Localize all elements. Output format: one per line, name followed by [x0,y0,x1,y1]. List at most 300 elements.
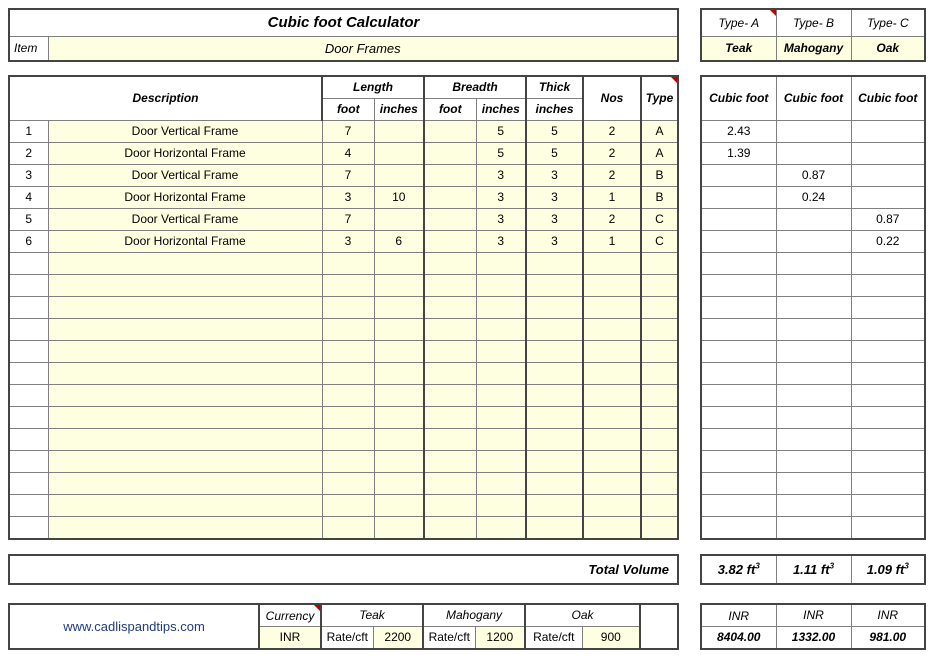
thick-cell[interactable] [526,495,583,517]
nos-cell[interactable]: 2 [583,165,641,187]
length-inches-cell[interactable] [374,275,424,297]
cubic-foot-b-cell [776,143,851,165]
length-foot-cell[interactable]: 7 [322,209,374,231]
thick-cell[interactable] [526,363,583,385]
mahogany-rate-header: Mahogany [423,604,525,627]
table-row [9,473,678,495]
length-foot-cell[interactable] [322,363,374,385]
cubic-foot-c-cell [851,385,925,407]
table-row [9,451,678,473]
type-cell[interactable] [641,495,678,517]
type-cell[interactable] [641,517,678,540]
nos-cell[interactable] [583,429,641,451]
cubic-foot-c-cell [851,495,925,517]
description-cell[interactable] [48,253,322,275]
thick-cell[interactable]: 3 [526,231,583,253]
breadth-inches-cell[interactable]: 3 [476,231,526,253]
description-cell[interactable] [48,429,322,451]
mahogany-rate-input[interactable]: 1200 [475,627,525,650]
breadth-inches-cell[interactable] [476,473,526,495]
breadth-inches-cell[interactable]: 3 [476,209,526,231]
type-cell[interactable]: A [641,121,678,143]
item-value-input[interactable]: Door Frames [48,37,678,62]
cubic-foot-c-cell [851,253,925,275]
table-row [9,385,678,407]
length-inches-cell[interactable] [374,297,424,319]
length-inches-cell[interactable] [374,319,424,341]
breadth-foot-cell[interactable] [424,165,476,187]
row-number [9,363,48,385]
row-number [9,451,48,473]
description-cell[interactable]: Door Horizontal Frame [48,231,322,253]
cubic-foot-b-cell [776,495,851,517]
nos-cell[interactable] [583,473,641,495]
cubic-foot-c-cell [851,319,925,341]
breadth-foot-cell[interactable] [424,429,476,451]
thick-cell[interactable] [526,517,583,540]
mahogany-rate-label: Rate/cft [423,627,475,650]
length-foot-cell[interactable] [322,473,374,495]
cubic-foot-row [701,275,925,297]
cubic-foot-a-cell [701,363,776,385]
cubic-foot-body [701,121,925,540]
type-header: Type [641,76,678,121]
length-foot-cell[interactable] [322,407,374,429]
description-cell[interactable] [48,297,322,319]
breadth-foot-cell[interactable] [424,385,476,407]
main-table-body [9,121,678,540]
length-inches-cell[interactable]: 10 [374,187,424,209]
table-row [9,253,678,275]
table-row [9,143,678,165]
cubic-foot-b-cell [776,473,851,495]
types-block [700,8,926,62]
cubic-foot-row [701,517,925,540]
length-foot-cell[interactable] [322,385,374,407]
breadth-foot-cell[interactable] [424,121,476,143]
length-inches-cell[interactable] [374,143,424,165]
row-number: 3 [9,165,48,187]
description-cell[interactable] [48,319,322,341]
breadth-inches-cell[interactable]: 3 [476,165,526,187]
length-inches-cell[interactable] [374,495,424,517]
type-b-wood-input[interactable]: Mahogany [776,37,851,62]
length-foot-cell[interactable]: 3 [322,187,374,209]
breadth-foot-cell[interactable] [424,495,476,517]
cost-a-amount: 8404.00 [701,627,776,650]
cubic-foot-c-cell [851,143,925,165]
length-foot-cell[interactable]: 7 [322,165,374,187]
breadth-inches-cell[interactable] [476,297,526,319]
cubic-foot-row [701,407,925,429]
row-number [9,275,48,297]
nos-cell[interactable] [583,253,641,275]
cubic-foot-b-cell: 0.24 [776,187,851,209]
type-cell[interactable]: C [641,209,678,231]
thick-cell[interactable]: 5 [526,121,583,143]
nos-cell[interactable] [583,319,641,341]
cubic-foot-b-cell [776,517,851,540]
table-row [9,517,678,540]
thick-cell[interactable] [526,429,583,451]
total-volume-bar [8,554,679,585]
description-cell[interactable] [48,275,322,297]
thick-cell[interactable] [526,341,583,363]
description-cell[interactable] [48,363,322,385]
cubic-foot-c-header: Cubic foot [851,76,925,121]
type-cell[interactable]: B [641,165,678,187]
type-cell[interactable]: A [641,143,678,165]
thick-cell[interactable] [526,275,583,297]
type-cell[interactable] [641,275,678,297]
row-number [9,297,48,319]
row-number: 6 [9,231,48,253]
cubic-foot-a-cell [701,385,776,407]
cubic-foot-b-cell [776,231,851,253]
cubic-foot-c-cell: 0.22 [851,231,925,253]
cubic-foot-b-cell [776,319,851,341]
thick-cell[interactable] [526,473,583,495]
description-cell[interactable] [48,407,322,429]
type-cell[interactable]: C [641,231,678,253]
currency-input[interactable]: INR [259,627,321,650]
length-inches-cell[interactable] [374,517,424,540]
cubic-foot-b-cell [776,253,851,275]
row-number [9,473,48,495]
cubic-foot-b-cell [776,429,851,451]
breadth-foot-cell[interactable] [424,231,476,253]
table-row [9,297,678,319]
length-header: Length [322,76,424,99]
description-cell[interactable] [48,385,322,407]
type-cell[interactable] [641,253,678,275]
cubic-foot-a-cell [701,473,776,495]
length-foot-cell[interactable] [322,319,374,341]
main-table [8,75,679,540]
length-foot-cell[interactable] [322,495,374,517]
thick-header: Thick [526,76,583,99]
cubic-foot-c-cell [851,407,925,429]
row-number [9,341,48,363]
length-foot-cell[interactable] [322,341,374,363]
type-cell[interactable] [641,319,678,341]
table-row [9,187,678,209]
breadth-foot-cell[interactable] [424,451,476,473]
type-cell[interactable] [641,363,678,385]
breadth-inches-cell[interactable] [476,341,526,363]
nos-cell[interactable] [583,297,641,319]
table-row [9,121,678,143]
breadth-inches-cell[interactable] [476,385,526,407]
teak-rate-label: Rate/cft [321,627,373,650]
nos-cell[interactable]: 2 [583,121,641,143]
row-number: 2 [9,143,48,165]
cubic-foot-b-cell [776,275,851,297]
description-cell[interactable]: Door Vertical Frame [48,209,322,231]
cubic-foot-c-cell [851,429,925,451]
oak-rate-input[interactable]: 900 [582,627,640,650]
breadth-foot-cell[interactable] [424,253,476,275]
cubic-foot-a-cell [701,253,776,275]
description-cell[interactable]: Door Vertical Frame [48,165,322,187]
cubic-foot-a-cell [701,165,776,187]
description-cell[interactable] [48,451,322,473]
cubic-foot-b-cell [776,385,851,407]
breadth-inches-cell[interactable] [476,451,526,473]
costs-block [700,603,926,650]
thick-inches-header: inches [526,99,583,121]
cubic-foot-row [701,143,925,165]
cubic-foot-c-cell [851,121,925,143]
cubic-foot-row [701,429,925,451]
cubic-foot-c-cell [851,187,925,209]
breadth-foot-cell[interactable] [424,363,476,385]
length-inches-cell[interactable] [374,385,424,407]
length-foot-cell[interactable]: 3 [322,231,374,253]
cubic-foot-a-cell [701,517,776,540]
nos-cell[interactable]: 2 [583,209,641,231]
length-inches-cell[interactable] [374,341,424,363]
type-cell[interactable]: B [641,187,678,209]
nos-cell[interactable]: 2 [583,143,641,165]
cubic-foot-a-cell [701,187,776,209]
description-cell[interactable]: Door Horizontal Frame [48,143,322,165]
table-row [9,165,678,187]
cubic-foot-b-cell [776,121,851,143]
nos-cell[interactable] [583,275,641,297]
nos-cell[interactable] [583,495,641,517]
cubic-foot-a-cell [701,297,776,319]
cost-c-currency: INR [851,604,925,627]
nos-cell[interactable]: 1 [583,187,641,209]
description-cell[interactable] [48,473,322,495]
breadth-inches-cell[interactable]: 3 [476,187,526,209]
total-b-value: 1.11 [792,562,818,577]
breadth-inches-cell[interactable]: 5 [476,143,526,165]
length-foot-cell[interactable] [322,517,374,540]
total-volume-values [700,554,926,585]
cubic-foot-row [701,253,925,275]
breadth-foot-cell[interactable] [424,517,476,540]
cubic-foot-b-cell [776,407,851,429]
cubic-foot-c-cell: 0.87 [851,209,925,231]
cubic-foot-b-cell: 0.87 [776,165,851,187]
thick-cell[interactable] [526,451,583,473]
page-title: Cubic foot Calculator [9,9,678,37]
row-number: 1 [9,121,48,143]
cubic-foot-a-cell [701,495,776,517]
cubic-foot-a-cell: 2.43 [701,121,776,143]
thick-cell[interactable]: 3 [526,187,583,209]
breadth-foot-cell[interactable] [424,473,476,495]
description-cell[interactable]: Door Vertical Frame [48,121,322,143]
type-a-label: Type- A [701,9,776,37]
cubic-foot-c-cell [851,517,925,540]
row-number [9,319,48,341]
nos-cell[interactable]: 1 [583,231,641,253]
cubic-foot-b-cell [776,209,851,231]
type-cell[interactable] [641,451,678,473]
thick-cell[interactable] [526,297,583,319]
length-foot-cell[interactable]: 4 [322,143,374,165]
total-volume-c: 1.09 $ft^3$ [851,555,925,584]
table-row [9,275,678,297]
row-number [9,407,48,429]
cost-b-amount: 1332.00 [776,627,851,650]
description-cell[interactable] [48,517,322,540]
total-volume-label: Total Volume [9,555,678,584]
type-cell[interactable] [641,473,678,495]
total-volume-b: 1.11 $ft^3$ [776,555,851,584]
cost-a-currency: INR [701,604,776,627]
length-foot-cell[interactable] [322,297,374,319]
cubic-foot-a-cell [701,319,776,341]
breadth-inches-cell[interactable] [476,363,526,385]
rates-block [8,603,679,650]
thick-cell[interactable] [526,407,583,429]
table-row [9,363,678,385]
cubic-foot-c-cell [851,363,925,385]
type-cell[interactable] [641,297,678,319]
breadth-foot-cell[interactable] [424,407,476,429]
length-inches-cell[interactable] [374,209,424,231]
nos-cell[interactable] [583,385,641,407]
cost-c-amount: 981.00 [851,627,925,650]
breadth-inches-cell[interactable] [476,319,526,341]
type-cell[interactable] [641,341,678,363]
breadth-inches-header: inches [476,99,526,121]
length-inches-header: inches [374,99,424,121]
length-foot-cell[interactable]: 7 [322,121,374,143]
breadth-foot-cell[interactable] [424,187,476,209]
thick-cell[interactable] [526,385,583,407]
breadth-foot-cell[interactable] [424,341,476,363]
oak-rate-label: Rate/cft [525,627,582,650]
cubic-foot-row [701,297,925,319]
thick-cell[interactable] [526,319,583,341]
total-b-unit: ft [820,562,830,577]
table-row [9,209,678,231]
table-row [9,429,678,451]
teak-rate-input[interactable]: 2200 [373,627,423,650]
type-cell[interactable] [641,429,678,451]
table-row [9,319,678,341]
breadth-inches-cell[interactable] [476,253,526,275]
length-inches-cell[interactable] [374,253,424,275]
cubic-foot-row [701,473,925,495]
currency-label: Currency [259,604,321,627]
length-inches-cell[interactable] [374,363,424,385]
breadth-inches-cell[interactable] [476,429,526,451]
website-link[interactable]: www.cadlispandtips.com [9,604,259,649]
breadth-inches-cell[interactable]: 5 [476,121,526,143]
total-c-value: 1.09 [866,562,893,577]
cubic-foot-a-cell [701,341,776,363]
description-cell[interactable] [48,495,322,517]
type-c-wood-input[interactable]: Oak [851,37,925,62]
cubic-foot-c-cell [851,451,925,473]
cubic-foot-b-header: Cubic foot [776,76,851,121]
thick-cell[interactable]: 5 [526,143,583,165]
row-number: 5 [9,209,48,231]
cubic-foot-c-cell [851,341,925,363]
length-foot-cell[interactable] [322,275,374,297]
cubic-foot-a-cell [701,231,776,253]
row-number [9,517,48,540]
type-c-label: Type- C [851,9,925,37]
cubic-foot-c-cell [851,275,925,297]
length-inches-cell[interactable] [374,451,424,473]
row-number [9,385,48,407]
cubic-foot-row [701,209,925,231]
total-a-unit: ft [746,562,756,577]
breadth-foot-cell[interactable] [424,319,476,341]
breadth-foot-cell[interactable] [424,143,476,165]
cubic-foot-a-cell: 1.39 [701,143,776,165]
length-inches-cell[interactable] [374,429,424,451]
rates-blank-cell [640,604,678,649]
row-number [9,495,48,517]
cubic-foot-row [701,231,925,253]
nos-cell[interactable] [583,363,641,385]
nos-cell[interactable] [583,407,641,429]
nos-cell[interactable] [583,517,641,540]
thick-cell[interactable] [526,253,583,275]
total-a-value: 3.82 [717,562,744,577]
thick-cell[interactable]: 3 [526,165,583,187]
description-cell[interactable] [48,341,322,363]
length-inches-cell[interactable] [374,165,424,187]
type-a-wood-input[interactable]: Teak [701,37,776,62]
length-foot-cell[interactable] [322,429,374,451]
breadth-foot-cell[interactable] [424,209,476,231]
breadth-inches-cell[interactable] [476,495,526,517]
cubic-foot-row [701,385,925,407]
title-block [8,8,679,62]
cubic-foot-a-cell [701,451,776,473]
cubic-foot-row [701,187,925,209]
length-foot-cell[interactable] [322,451,374,473]
length-foot-cell[interactable] [322,253,374,275]
breadth-inches-cell[interactable] [476,275,526,297]
row-number [9,253,48,275]
breadth-inches-cell[interactable] [476,407,526,429]
breadth-inches-cell[interactable] [476,517,526,540]
breadth-foot-cell[interactable] [424,297,476,319]
nos-cell[interactable] [583,451,641,473]
thick-cell[interactable]: 3 [526,209,583,231]
length-inches-cell[interactable] [374,407,424,429]
nos-cell[interactable] [583,341,641,363]
cubic-foot-b-cell [776,363,851,385]
breadth-header: Breadth [424,76,526,99]
table-row [9,231,678,253]
cubic-foot-row [701,165,925,187]
type-cell[interactable] [641,385,678,407]
cubic-foot-a-cell [701,429,776,451]
cubic-foot-c-cell [851,473,925,495]
length-inches-cell[interactable]: 6 [374,231,424,253]
description-cell[interactable]: Door Horizontal Frame [48,187,322,209]
cubic-foot-table [700,75,926,540]
length-inches-cell[interactable] [374,473,424,495]
type-cell[interactable] [641,407,678,429]
table-row [9,341,678,363]
length-inches-cell[interactable] [374,121,424,143]
cubic-foot-a-cell [701,275,776,297]
breadth-foot-cell[interactable] [424,275,476,297]
row-number [9,429,48,451]
